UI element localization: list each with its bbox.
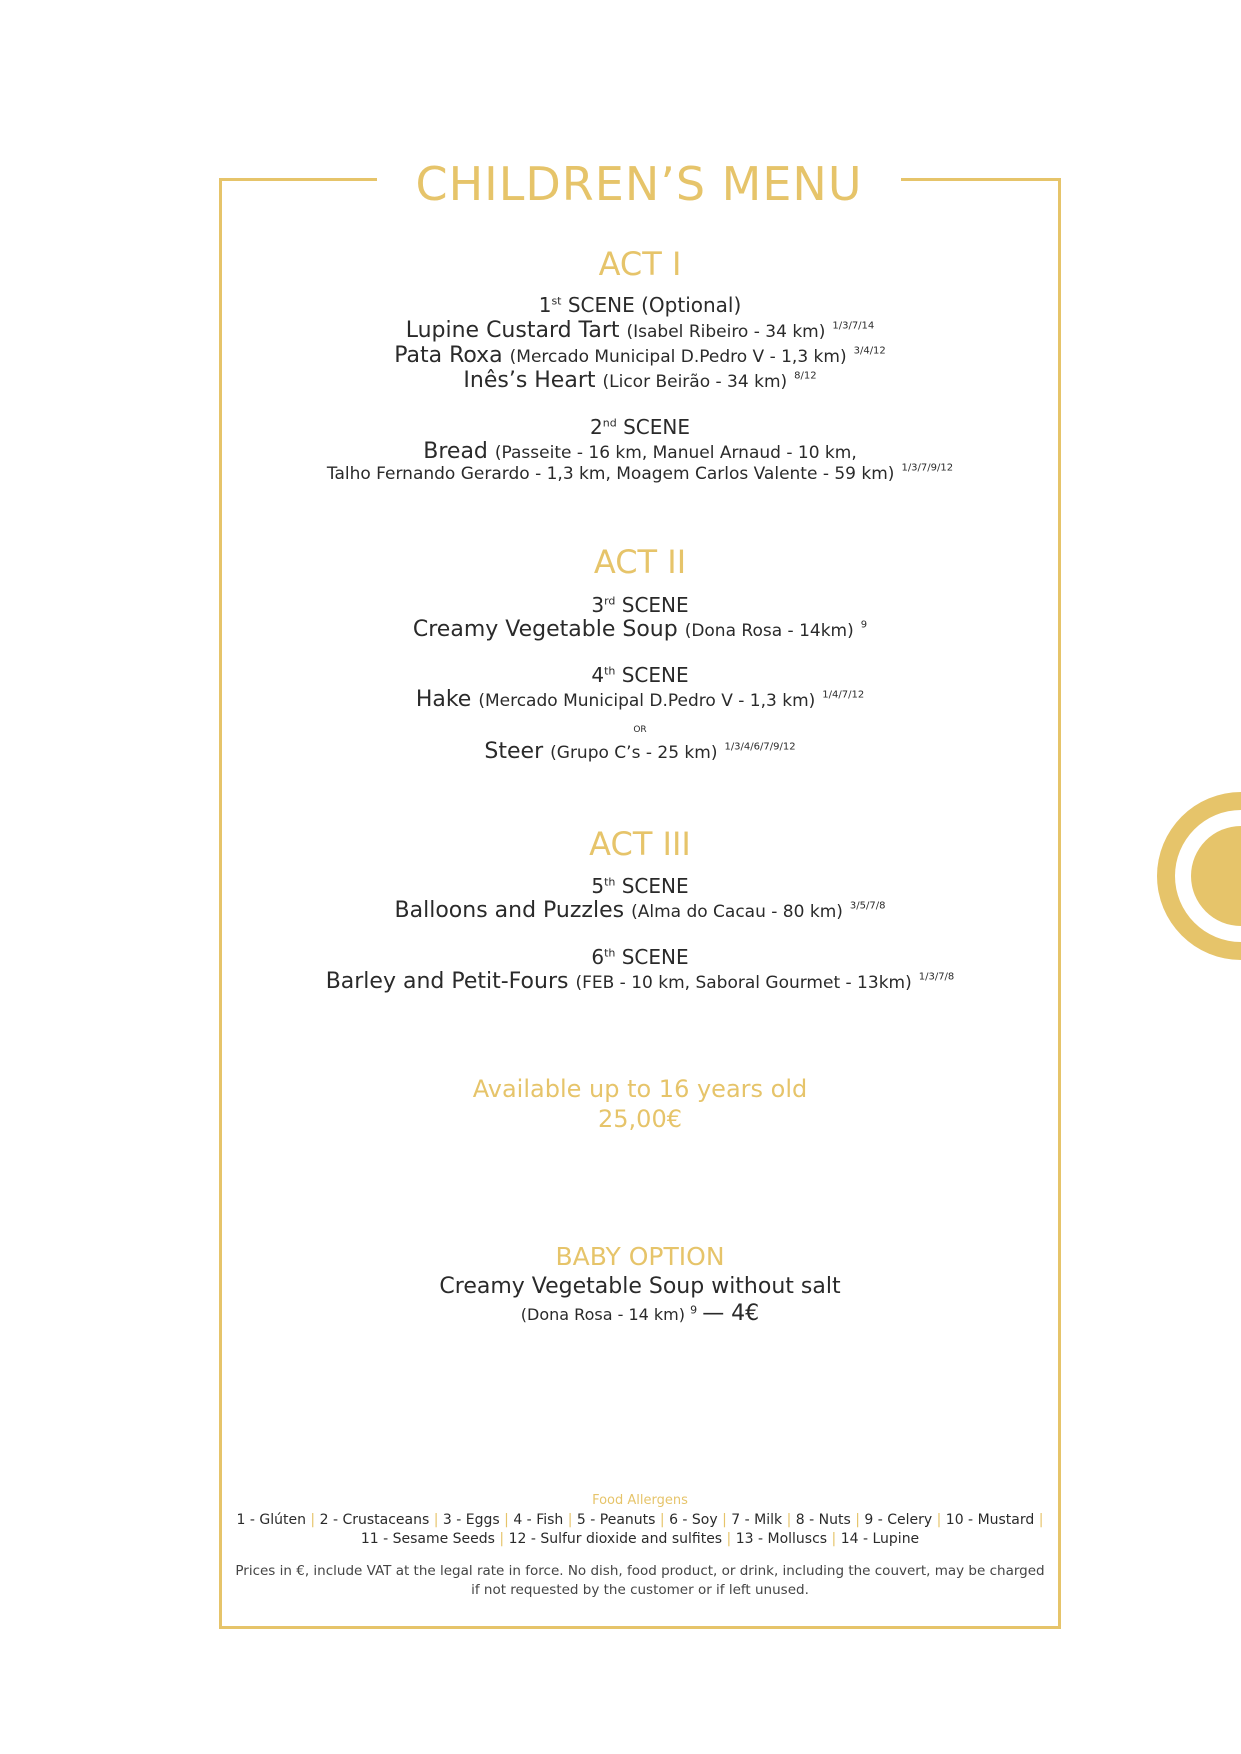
allergens-line-2	[222, 1530, 1058, 1549]
allergen-item: 8 - Nuts	[795, 1512, 851, 1528]
dish-name: Steer	[484, 739, 544, 764]
baby-option-source: (Dona Rosa - 14 km)	[520, 1305, 685, 1324]
scene-label: SCENE	[623, 415, 690, 439]
allergen-separator: |	[722, 1531, 736, 1547]
allergens-line-1	[222, 1511, 1058, 1530]
dish-name: Pata Roxa	[394, 343, 503, 368]
scene-number: 3	[591, 593, 605, 617]
dish-allergens: 9	[860, 619, 868, 631]
dish-lupine-custard-tart	[222, 318, 1058, 345]
baby-option-price: — 4€	[702, 1301, 760, 1326]
allergen-separator: |	[429, 1512, 443, 1528]
dish-source: (Alma do Cacau - 80 km)	[631, 902, 843, 922]
allergen-separator: |	[782, 1512, 796, 1528]
scene-ordinal: st	[551, 294, 562, 308]
dish-name: Bread	[423, 439, 488, 464]
dish-name: Balloons and Puzzles	[394, 898, 625, 923]
dish-source: (FEB - 10 km, Saboral Gourmet - 13km)	[575, 973, 912, 993]
allergen-item: 7 - Milk	[731, 1512, 783, 1528]
or-separator: OR	[633, 725, 647, 735]
frame-right-border	[1058, 178, 1061, 1629]
dish-allergens: 1/3/7/14	[832, 320, 875, 332]
dish-source: (Licor Beirão - 34 km)	[602, 372, 788, 392]
allergen-separator: |	[655, 1512, 670, 1528]
scene-6-heading	[222, 944, 1058, 970]
dish-bread-sources-line2	[222, 460, 1058, 487]
scene-ordinal: th	[604, 875, 616, 889]
dish-source: (Passeite - 16 km, Manuel Arnaud - 10 km,	[494, 443, 857, 463]
scene-label: SCENE	[621, 663, 689, 687]
dish-name: Hake	[415, 687, 472, 712]
allergen-item: 10 - Mustard	[945, 1512, 1035, 1528]
dish-balloons-and-puzzles	[222, 898, 1058, 925]
frame-top-right-border	[901, 178, 1061, 181]
dish-source: (Isabel Ribeiro - 34 km)	[626, 322, 826, 342]
allergen-item: 1 - Glúten	[236, 1512, 306, 1528]
baby-option-title: BABY OPTION	[555, 1242, 725, 1271]
dish-source: (Dona Rosa - 14km)	[684, 621, 854, 641]
act-2-heading: ACT II	[593, 543, 687, 581]
allergen-separator: |	[850, 1512, 865, 1528]
allergen-item: 9 - Celery	[864, 1512, 933, 1528]
scene-number: 2	[590, 415, 603, 439]
act-3-heading: ACT III	[589, 825, 691, 863]
allergen-separator: |	[717, 1512, 732, 1528]
allergen-item: 13 - Molluscs	[735, 1531, 828, 1547]
dish-allergens: 3/4/12	[853, 345, 886, 357]
dish-name: Inês’s Heart	[463, 368, 596, 393]
allergen-separator: |	[563, 1512, 577, 1528]
scene-2-heading	[222, 414, 1058, 440]
scene-label: SCENE (Optional)	[567, 293, 742, 317]
scene-number: 4	[591, 663, 605, 687]
allergen-item: 5 - Peanuts	[576, 1512, 656, 1528]
dish-source: (Grupo C’s - 25 km)	[550, 743, 718, 763]
frame-bottom-border	[219, 1626, 1061, 1629]
allergen-item: 12 - Sulfur dioxide and sulfites	[508, 1531, 723, 1547]
scene-5-heading	[222, 873, 1058, 899]
allergens-title: Food Allergens	[592, 1493, 688, 1508]
allergen-item: 2 - Crustaceans	[319, 1512, 430, 1528]
scene-1-heading	[222, 292, 1058, 318]
allergen-separator: |	[499, 1512, 514, 1528]
allergen-item: 14 - Lupine	[840, 1531, 920, 1547]
allergen-separator: |	[827, 1531, 841, 1547]
dish-hake	[222, 687, 1058, 714]
act-1-heading: ACT I	[598, 245, 682, 283]
allergen-separator: |	[494, 1531, 509, 1547]
scene-number: 6	[591, 945, 605, 969]
dish-allergens: 1/3/7/8	[918, 971, 955, 983]
dish-allergens: 3/5/7/8	[849, 900, 886, 912]
dish-name: Barley and Petit-Fours	[325, 969, 569, 994]
baby-option-details	[222, 1302, 1058, 1327]
dish-creamy-vegetable-soup	[222, 617, 1058, 644]
scene-number: 1	[538, 293, 552, 317]
scene-label: SCENE	[621, 945, 689, 969]
dish-ines-heart	[222, 368, 1058, 395]
scene-4-heading	[222, 662, 1058, 688]
scene-label: SCENE	[621, 593, 689, 617]
scene-label: SCENE	[621, 874, 689, 898]
allergen-item: 4 - Fish	[513, 1512, 564, 1528]
allergen-separator: |	[305, 1512, 320, 1528]
scene-ordinal: th	[604, 946, 616, 960]
baby-option-allergens: 9	[690, 1303, 698, 1317]
scene-ordinal: nd	[602, 416, 617, 430]
scene-number: 5	[591, 874, 605, 898]
dish-name: Creamy Vegetable Soup	[412, 617, 678, 642]
dish-allergens: 1/4/7/12	[822, 689, 865, 701]
frame-top-left-border	[219, 178, 377, 181]
scene-ordinal: rd	[604, 594, 616, 608]
dish-allergens: 1/3/4/6/7/9/12	[724, 741, 796, 753]
page-title: CHILDREN’S MENU	[415, 157, 863, 211]
dish-pata-roxa	[222, 343, 1058, 370]
prices-note: Prices in €, include VAT at the legal rate in force. No dish, food product, or drink, including the couvert, may be charged if not requested by the customer or if left unused.	[235, 1563, 1045, 1598]
availability-text: Available up to 16 years old	[472, 1075, 808, 1103]
scene-ordinal: th	[604, 664, 616, 678]
dish-name: Lupine Custard Tart	[405, 318, 620, 343]
dish-source: (Mercado Municipal D.Pedro V - 1,3 km)	[478, 691, 816, 711]
dish-allergens: 1/3/7/9/12	[901, 462, 954, 474]
decorative-circle-graphic	[1157, 792, 1241, 960]
dish-barley-and-petit-fours	[222, 969, 1058, 996]
allergen-separator: |	[1034, 1512, 1044, 1528]
dish-source: Talho Fernando Gerardo - 1,3 km, Moagem Carlos Valente - 59 km)	[326, 464, 895, 484]
scene-3-heading	[222, 592, 1058, 618]
dish-allergens: 8/12	[794, 370, 817, 382]
allergen-item: 6 - Soy	[669, 1512, 718, 1528]
allergen-item: 3 - Eggs	[442, 1512, 500, 1528]
dish-source: (Mercado Municipal D.Pedro V - 1,3 km)	[509, 347, 847, 367]
baby-option-dish: Creamy Vegetable Soup without salt	[439, 1274, 841, 1299]
dish-steer	[222, 739, 1058, 766]
menu-price: 25,00€	[598, 1105, 682, 1133]
allergen-item: 11 - Sesame Seeds	[360, 1531, 495, 1547]
allergen-separator: |	[932, 1512, 946, 1528]
